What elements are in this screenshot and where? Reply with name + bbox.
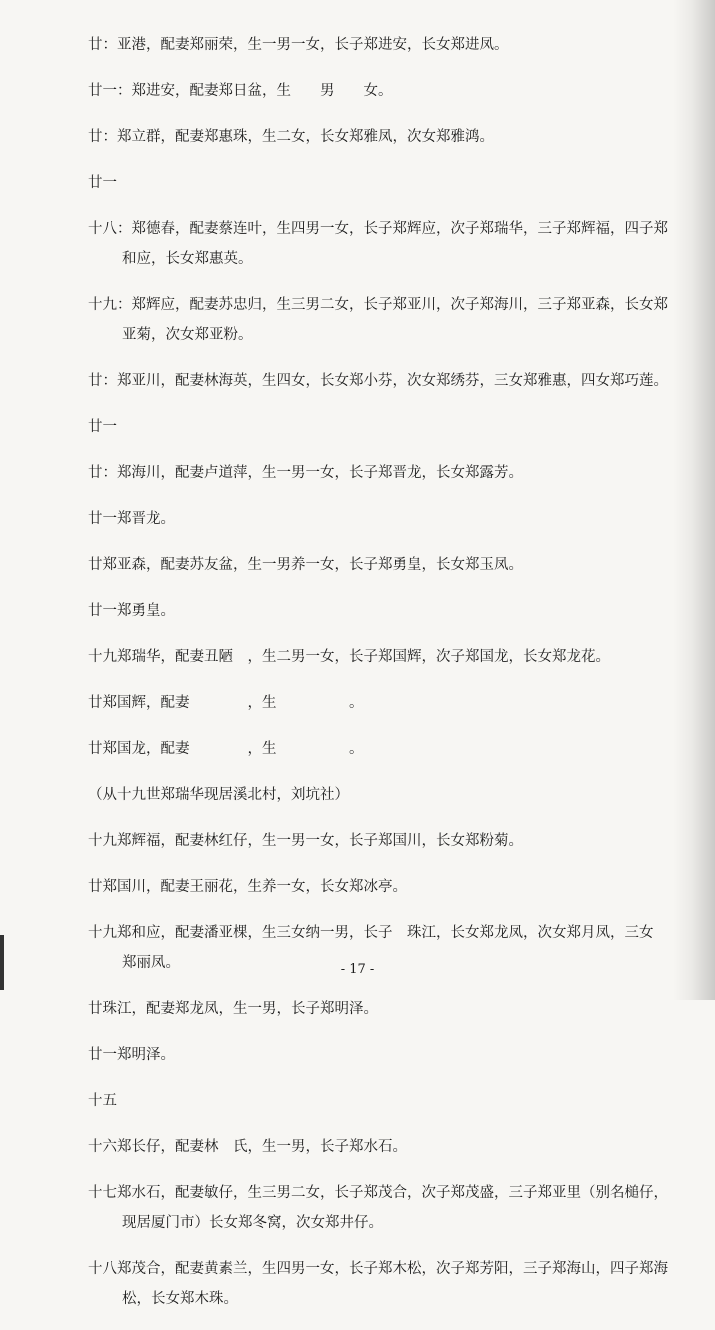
entry-6 xyxy=(88,290,688,350)
entry-16 xyxy=(88,780,688,810)
entry-14 xyxy=(88,688,688,718)
entry-23 xyxy=(88,1132,688,1162)
entry-9 xyxy=(88,458,688,488)
entry-17 xyxy=(88,826,688,856)
genealogy-text xyxy=(88,30,688,1330)
entry-line: 廿郑亚森，配妻苏友盆，生一男养一女，长子郑勇皇，长女郑玉凤。 xyxy=(88,557,523,573)
entry-line: 廿一 xyxy=(88,175,117,191)
entry-7 xyxy=(88,366,688,396)
entry-line-continued: 亚菊，次女郑亚粉。 xyxy=(122,327,253,343)
entry-18 xyxy=(88,872,688,902)
entry-13 xyxy=(88,642,688,672)
entry-line: 廿一：郑进安，配妻郑日盆，生 男 女。 xyxy=(88,83,393,99)
entry-10 xyxy=(88,504,688,534)
entry-12 xyxy=(88,596,688,626)
page-number: - 17 - xyxy=(340,962,375,977)
entry-line: 十六郑长仔，配妻林 氏，生一男，长子郑水石。 xyxy=(88,1139,407,1155)
entry-line: 十七郑水石，配妻敏仔，生三男二女，长子郑茂合，次子郑茂盛，三子郑亚里（别名槌仔， xyxy=(88,1185,668,1201)
entry-line: 廿：郑立群，配妻郑惠珠，生二女，长女郑雅凤，次女郑雅鸿。 xyxy=(88,129,494,145)
entry-line: 廿郑国川，配妻王丽花，生养一女，长女郑冰亭。 xyxy=(88,879,407,895)
entry-line: 十九：郑辉应，配妻苏忠归，生三男二女，长子郑亚川，次子郑海川，三子郑亚森，长女郑 xyxy=(88,297,668,313)
entry-5 xyxy=(88,214,688,274)
entry-line: 廿一郑晋龙。 xyxy=(88,511,175,527)
entry-line: 十八：郑德春，配妻蔡连叶，生四男一女，长子郑辉应，次子郑瑞华，三子郑辉福，四子郑 xyxy=(88,221,668,237)
entry-15 xyxy=(88,734,688,764)
entry-1 xyxy=(88,30,688,60)
entry-8 xyxy=(88,412,688,442)
entry-20 xyxy=(88,994,688,1024)
entry-line: 廿：郑亚川，配妻林海英，生四女，长女郑小芬，次女郑绣芬，三女郑雅惠，四女郑巧莲。 xyxy=(88,373,668,389)
entry-line: 廿：亚港，配妻郑丽荣，生一男一女，长子郑进安，长女郑进凤。 xyxy=(88,37,509,53)
entry-3 xyxy=(88,122,688,152)
entry-11 xyxy=(88,550,688,580)
entry-line-continued: 和应，长女郑惠英。 xyxy=(122,251,253,267)
entry-line: 廿：郑海川，配妻卢道萍，生一男一女，长子郑晋龙，长女郑露芳。 xyxy=(88,465,523,481)
entry-line: 十九郑瑞华，配妻丑陋 ，生二男一女，长子郑国辉，次子郑国龙，长女郑龙花。 xyxy=(88,649,610,665)
entry-4 xyxy=(88,168,688,198)
entry-line: 廿一郑明泽。 xyxy=(88,1047,175,1063)
entry-25 xyxy=(88,1254,688,1314)
entry-line: 廿一郑勇皇。 xyxy=(88,603,175,619)
scan-edge-shadow xyxy=(673,0,715,1000)
entry-line: 廿珠江，配妻郑龙凤，生一男，长子郑明泽。 xyxy=(88,1001,378,1017)
entry-line-continued: 现居厦门市）长女郑冬窝，次女郑井仔。 xyxy=(122,1215,383,1231)
entry-2 xyxy=(88,76,688,106)
entry-line: 十八郑茂合，配妻黄素兰，生四男一女，长子郑木松，次子郑芳阳，三子郑海山，四子郑海 xyxy=(88,1261,668,1277)
entry-22 xyxy=(88,1086,688,1116)
entry-line-continued: 松，长女郑木珠。 xyxy=(122,1291,238,1307)
entry-line: （从十九世郑瑞华现居溪北村，刘坑社） xyxy=(88,787,349,803)
entry-line: 十五 xyxy=(88,1093,117,1109)
entry-line: 十九郑辉福，配妻林红仔，生一男一女，长子郑国川，长女郑粉菊。 xyxy=(88,833,523,849)
entry-24 xyxy=(88,1178,688,1238)
entry-line: 廿郑国龙，配妻 ，生 。 xyxy=(88,741,364,757)
entry-21 xyxy=(88,1040,688,1070)
scan-binding-mark xyxy=(0,935,4,990)
entry-line: 廿郑国辉，配妻 ，生 。 xyxy=(88,695,364,711)
entry-line-continued: 郑丽凤。 xyxy=(122,955,180,971)
entry-line: 十九郑和应，配妻潘亚棵，生三女纳一男，长子 珠江，长女郑龙凤，次女郑月凤，三女 xyxy=(88,925,654,941)
entry-line: 廿一 xyxy=(88,419,117,435)
